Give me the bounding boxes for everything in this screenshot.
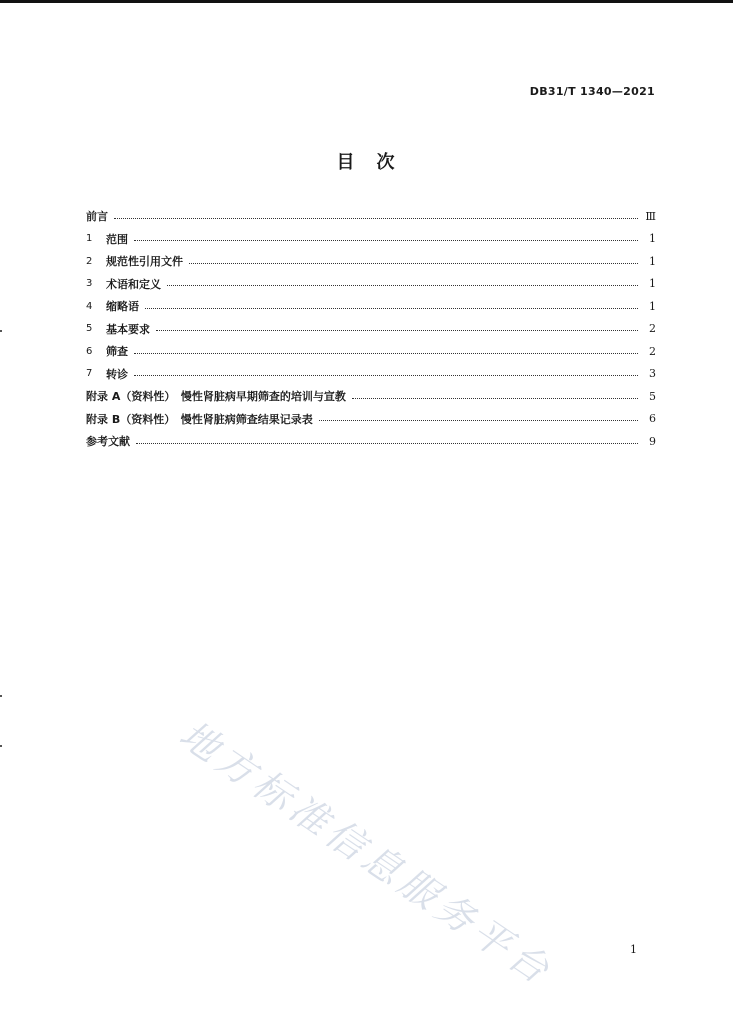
toc-entry-page: 9 [649,434,656,448]
toc-entry-label: 附录 B（资料性） 慢性肾脏病筛查结果记录表 [86,412,313,426]
toc-entry-label: 范围 [106,232,128,246]
toc-entry-label: 筛查 [106,345,128,359]
toc-entry-page: 1 [649,232,656,246]
scan-speck [0,695,2,697]
toc-dot-leader [352,398,638,399]
toc-entry-page: 1 [649,277,656,291]
toc-entry-label: 前言 [86,210,108,224]
table-of-contents [86,205,656,453]
toc-entry-abbreviations[interactable] [86,295,656,318]
scan-speck [0,745,2,747]
toc-dot-leader [134,353,638,354]
toc-title: 目 次 [336,152,397,173]
toc-dot-leader [319,420,638,421]
toc-entry-label: 转诊 [106,367,128,381]
toc-entry-number: 1 [86,233,93,245]
toc-entry-label: 规范性引用文件 [106,255,183,269]
toc-entry-appendix-b[interactable] [86,408,656,431]
toc-entry-basic-requirements[interactable] [86,318,656,341]
toc-entry-label: 基本要求 [106,322,150,336]
toc-entry-page: 6 [649,412,656,426]
toc-entry-page: 2 [649,322,656,336]
toc-entry-page: 1 [649,299,656,313]
toc-entry-page: 1 [649,254,656,268]
toc-entry-screening[interactable] [86,340,656,363]
toc-entry-appendix-a[interactable] [86,385,656,408]
watermark-text: 地方标准信息服务平台 [171,712,562,995]
toc-entry-number: 7 [86,368,93,380]
toc-entry-normative-references[interactable] [86,250,656,273]
toc-entry-page: 5 [649,389,656,403]
toc-entry-label: 附录 A（资料性） 慢性肾脏病早期筛查的培训与宣教 [86,390,346,404]
toc-entry-referral[interactable] [86,363,656,386]
document-code: DB31/T 1340—2021 [529,85,655,98]
toc-entry-number: 2 [86,255,93,267]
toc-dot-leader [189,263,638,264]
top-border-line [0,0,733,3]
toc-entry-number: 4 [86,300,93,312]
toc-dot-leader [136,443,638,444]
toc-entry-terms-definitions[interactable] [86,273,656,296]
toc-dot-leader [134,240,638,241]
toc-entry-foreword[interactable] [86,205,656,228]
toc-dot-leader [156,330,638,331]
page-number: 1 [630,943,637,956]
toc-dot-leader [134,375,638,376]
toc-entry-label: 参考文献 [86,435,130,449]
toc-dot-leader [145,308,638,309]
toc-entry-number: 3 [86,278,93,290]
toc-entry-label: 术语和定义 [106,277,161,291]
toc-entry-number: 5 [86,323,93,335]
toc-entry-label: 缩略语 [106,300,139,314]
toc-entry-page: 2 [649,344,656,358]
toc-entry-number: 6 [86,345,93,357]
toc-dot-leader [114,218,638,219]
scan-speck [0,330,2,332]
toc-entry-page: Ⅲ [645,209,656,223]
toc-entry-scope[interactable] [86,228,656,251]
toc-dot-leader [167,285,638,286]
toc-entry-page: 3 [649,367,656,381]
toc-entry-bibliography[interactable] [86,430,656,453]
